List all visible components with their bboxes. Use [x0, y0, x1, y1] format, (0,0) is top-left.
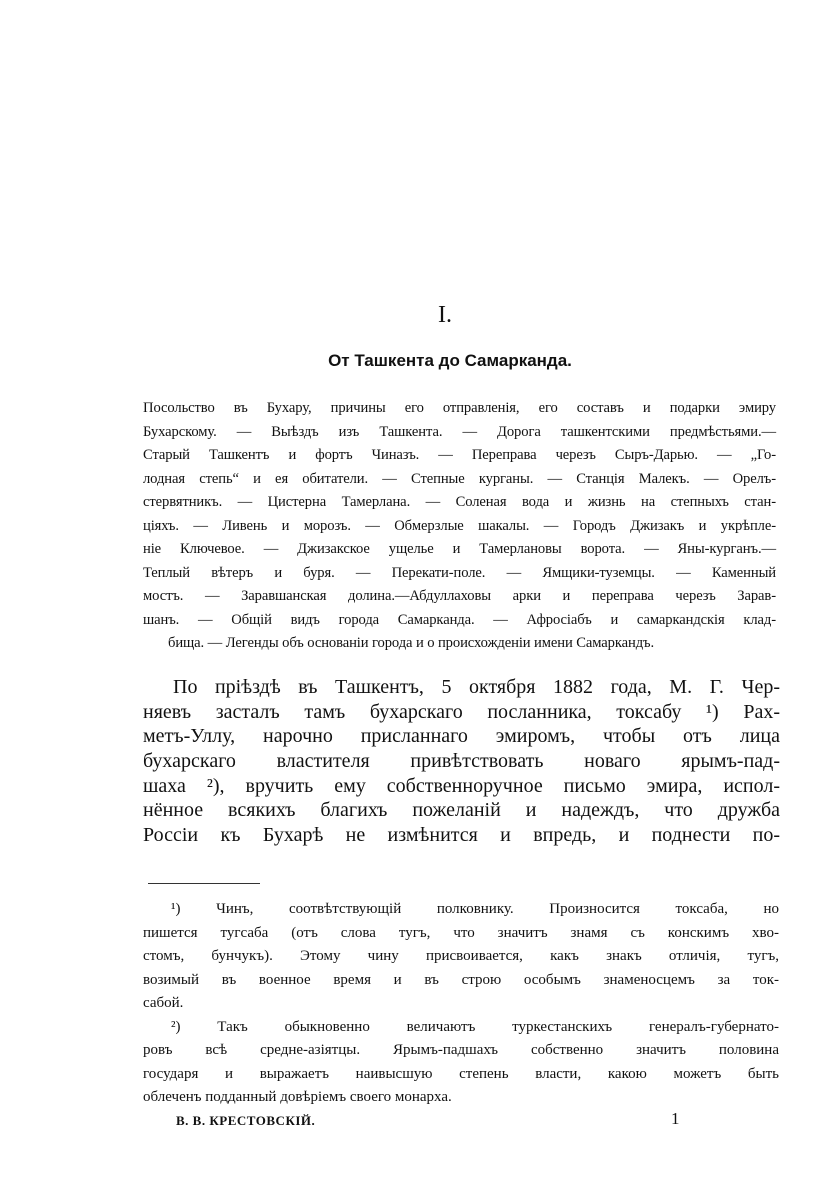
chapter-title: От Ташкента до Самарканда.	[328, 351, 572, 370]
body-line: нённое всякихъ благихъ пожеланій и надеждъ, что дружба	[143, 799, 780, 821]
body-line: По пріѣздѣ въ Ташкентъ, 5 октября 1882 года, М. Г. Чер-	[173, 676, 780, 698]
body-line: бухарскаго властителя привѣтствовать новаго ярымъ-пад-	[143, 750, 780, 772]
footnote-divider	[148, 883, 260, 884]
body-line: метъ-Уллу, нарочно присланнаго эмиромъ, чтобы отъ лица	[143, 725, 780, 747]
summary-line: Теплый вѣтеръ и буря. — Перекати-поле. — Ямщики-туземцы. — Каменный	[143, 565, 776, 581]
signature-mark: В. В. КРЕСТОВСКІЙ.	[176, 1113, 316, 1128]
summary-line: лодная степь“ и ея обитатели. — Степные курганы. — Станція Малекъ. — Орелъ-	[143, 471, 776, 487]
footnote-line: ¹) Чинъ, соотвѣтствующій полковнику. Произносится токсаба, но	[171, 901, 779, 917]
footnote-line: ²) Такъ обыкновенно величаютъ туркестанскихъ генералъ-губернато-	[171, 1019, 779, 1035]
footnote-line: стомъ, бунчукъ). Этому чину присвоивается, какъ знакъ отличія, тугъ,	[143, 948, 779, 964]
footnote-line: облеченъ подданный довѣріемъ своего монарха.	[143, 1089, 452, 1105]
summary-line: стервятникъ. — Цистерна Тамерлана. — Соленая вода и жизнь на степныхъ стан-	[143, 494, 776, 510]
body-line: няевъ засталъ тамъ бухарскаго посланника, токсабу ¹) Рах-	[143, 701, 780, 723]
summary-line: Посольство въ Бухару, причины его отправленія, его составъ и подарки эмиру	[143, 400, 776, 416]
body-line: шаха ²), вручить ему собственноручное письмо эмира, испол-	[143, 775, 780, 797]
body-line: Россіи къ Бухарѣ не измѣнится и впредь, и поднести по-	[143, 824, 780, 846]
summary-line: ніе Ключевое. — Джизакское ущелье и Тамерлановы ворота. — Яны-курганъ.—	[143, 541, 776, 557]
summary-line: мостъ. — Заравшанская долина.—Абдуллаховы арки и переправа черезъ Зарав-	[143, 588, 776, 604]
footnote-line: возимый въ военное время и въ строю особымъ знаменосцемъ за ток-	[143, 972, 779, 988]
footnote-line: сабой.	[143, 995, 184, 1011]
chapter-number: I.	[438, 302, 452, 328]
page-number: 1	[671, 1109, 680, 1128]
summary-line: шанъ. — Общій видъ города Самарканда. — Афросіабъ и самаркандскія клад-	[143, 612, 776, 628]
footnote-line: государя и выражаетъ наивысшую степень власти, какою можетъ быть	[143, 1066, 779, 1082]
footnote-line: пишется тугсаба (отъ слова тугъ, что значитъ знамя съ конскимъ хво-	[143, 925, 779, 941]
footnote-line: ровъ всѣ средне-азіятцы. Ярымъ-падшахъ собственно значитъ половина	[143, 1042, 779, 1058]
summary-line: Бухарскому. — Выѣздъ изъ Ташкента. — Дорога ташкентскими предмѣстьями.—	[143, 424, 776, 440]
summary-line: Старый Ташкентъ и фортъ Чиназъ. — Переправа черезъ Сыръ-Дарью. — „Го-	[143, 447, 776, 463]
summary-line: ціяхъ. — Ливень и морозъ. — Обмерзлые шакалы. — Городъ Джизакъ и укрѣпле-	[143, 518, 776, 534]
summary-line: бища. — Легенды объ основаніи города и о происхожденіи имени Самаркандъ.	[168, 635, 655, 651]
